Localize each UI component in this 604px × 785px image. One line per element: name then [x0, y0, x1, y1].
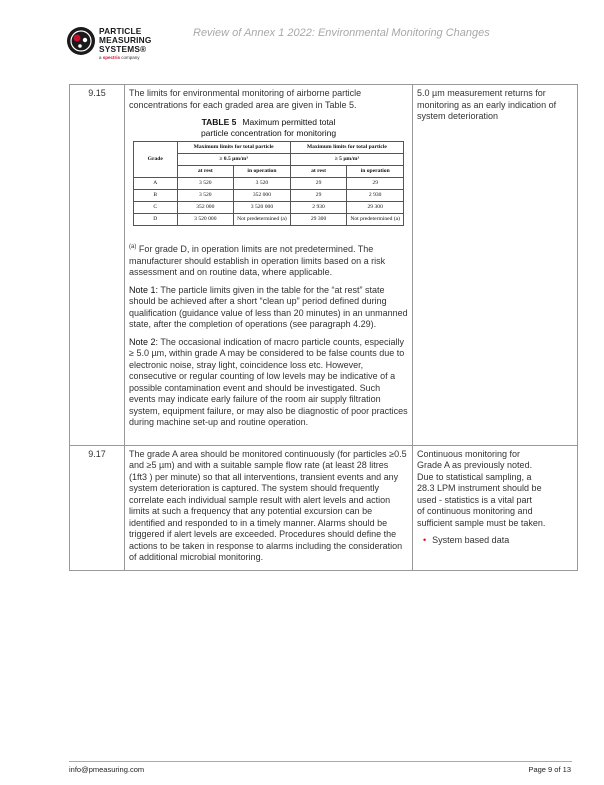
section-number: 9.15 — [88, 88, 106, 98]
regulation-text-cell — [125, 85, 413, 446]
subheader-at-rest: at rest — [177, 166, 234, 178]
value-cell: Not predetermined (a) — [347, 214, 404, 226]
table-row — [134, 190, 404, 202]
particle-limits-table — [133, 141, 404, 226]
logo-tagline: a spectris company — [99, 55, 140, 60]
table-caption-line2: particle concentration for monitoring — [200, 128, 337, 138]
comment-text: 5.0 µm measurement returns for monitoring as an early indication of system deterioration — [417, 88, 557, 121]
value-cell: Not predetermined (a) — [234, 214, 291, 226]
table-row — [70, 445, 578, 570]
table-row — [134, 202, 404, 214]
group1-header: Maximum limits for total particle — [177, 142, 290, 154]
grade-cell: B — [134, 190, 178, 202]
value-cell: 2 930 — [290, 202, 347, 214]
particle-logo-icon — [66, 26, 96, 56]
footnote: $^{(a)}$ For grade D, in operation limits are not predetermined. The manufacturer should establish in operation limits based on a risk assessment and on routine data, where applicable. — [129, 244, 386, 277]
table-label: TABLE 5 — [201, 117, 237, 127]
value-cell: 3 520 — [234, 178, 291, 190]
review-table — [69, 84, 578, 571]
comment-line: Due to statistical sampling, a — [417, 471, 532, 482]
section-number-cell — [70, 85, 125, 446]
group1-size: ≥ 0.5 µm/m³ — [177, 154, 290, 166]
logo-wordmark: PARTICLE MEASURING SYSTEMS® — [99, 26, 152, 54]
value-cell: 29 300 — [290, 214, 347, 226]
comment-line: Grade A as previously noted. — [417, 460, 533, 470]
value-cell: 352 000 — [177, 202, 234, 214]
value-cell: 3 520 000 — [177, 214, 234, 226]
value-cell: 29 300 — [347, 202, 404, 214]
grade-cell: A — [134, 178, 178, 190]
value-cell: 29 — [290, 190, 347, 202]
value-cell: 3 520 — [177, 190, 234, 202]
grade-header: Grade — [134, 142, 178, 178]
subheader-in-operation: in operation — [347, 166, 404, 178]
bullet-item: • System based data — [423, 535, 510, 545]
company-logo — [66, 24, 166, 64]
paragraph-text: The grade A area should be monitored continuously (for particles ≥0.5 and ≥5 µm) and with a suitable sample flow rate (at least 28 litres (1ft3 ) per minute) so that all interventions, transient events and any system deterioration is captured. The system should frequently correlate each individual sample result with alert levels and action limits at such a frequency that any potential excursion can be identified and responded to in a timely manner. Alarms should be triggered if alert levels are exceeded. Procedures should define the actions to be taken in response to alarms including the consideration of additional microbial monitoring. — [129, 448, 407, 562]
subheader-in-operation: in operation — [234, 166, 291, 178]
page-number: Page 9 of 13 — [528, 765, 571, 774]
grade-cell: D — [134, 214, 178, 226]
note-2: Note 2: The occasional indication of macro particle counts, especially ≥ 5.0 µm, within grade A may be considered to be false counts due to electronic noise, stray light, coincidence loss etc. However, consecutive or regular counting of low levels may be indicative of a possible contamination event and should be investigated. Such events may indicate early failure of the room air supply filtration system, equipment failure, or may also be diagnostic of poor practices during machine set-up and routine operation. — [129, 336, 408, 427]
value-cell: 29 — [347, 178, 404, 190]
comment-cell — [413, 445, 578, 570]
paragraph-intro: The limits for environmental monitoring of airborne particle concentrations for each graded area are given in Table 5. — [129, 88, 362, 110]
footer-email[interactable]: info@pmeasuring.com — [69, 765, 145, 774]
comment-cell — [413, 85, 578, 446]
group2-size: ≥ 5 µm/m³ — [290, 154, 403, 166]
footer-divider — [69, 761, 572, 762]
document-title: Review of Annex 1 2022: Environmental Monitoring Changes — [193, 27, 490, 39]
group2-header: Maximum limits for total particle — [290, 142, 403, 154]
comment-line: used - statistics is a vital part — [417, 494, 533, 505]
regulation-text-cell — [125, 445, 413, 570]
table-row — [70, 85, 578, 446]
comment-line: Continuous monitoring for — [417, 448, 521, 459]
value-cell: 3 520 000 — [234, 202, 291, 214]
table-row — [134, 214, 404, 226]
table-caption — [129, 117, 408, 139]
value-cell: 29 — [290, 178, 347, 190]
subheader-at-rest: at rest — [290, 166, 347, 178]
comment-line: sufficient sample must be taken. — [417, 517, 546, 528]
grade-cell: C — [134, 202, 178, 214]
comment-line: 28.3 LPM instrument should be — [417, 483, 542, 493]
section-number: 9.17 — [88, 448, 106, 459]
value-cell: 2 930 — [347, 190, 404, 202]
table-row — [134, 178, 404, 190]
table-caption-line1: Maximum permitted total — [242, 117, 336, 127]
value-cell: 3 520 — [177, 178, 234, 190]
value-cell: 352 000 — [234, 190, 291, 202]
note-1: Note 1: The particle limits given in the table for the “at rest” state should be achieved after a short “clean up” period defined during qualification (guidance value of less than 20 minutes) in an unmanned state, after the completion of operations (see paragraph 4.29). — [129, 284, 408, 329]
bullet-icon: • — [423, 535, 427, 545]
comment-line: of continuous monitoring and — [417, 506, 533, 516]
section-number-cell — [70, 445, 125, 570]
